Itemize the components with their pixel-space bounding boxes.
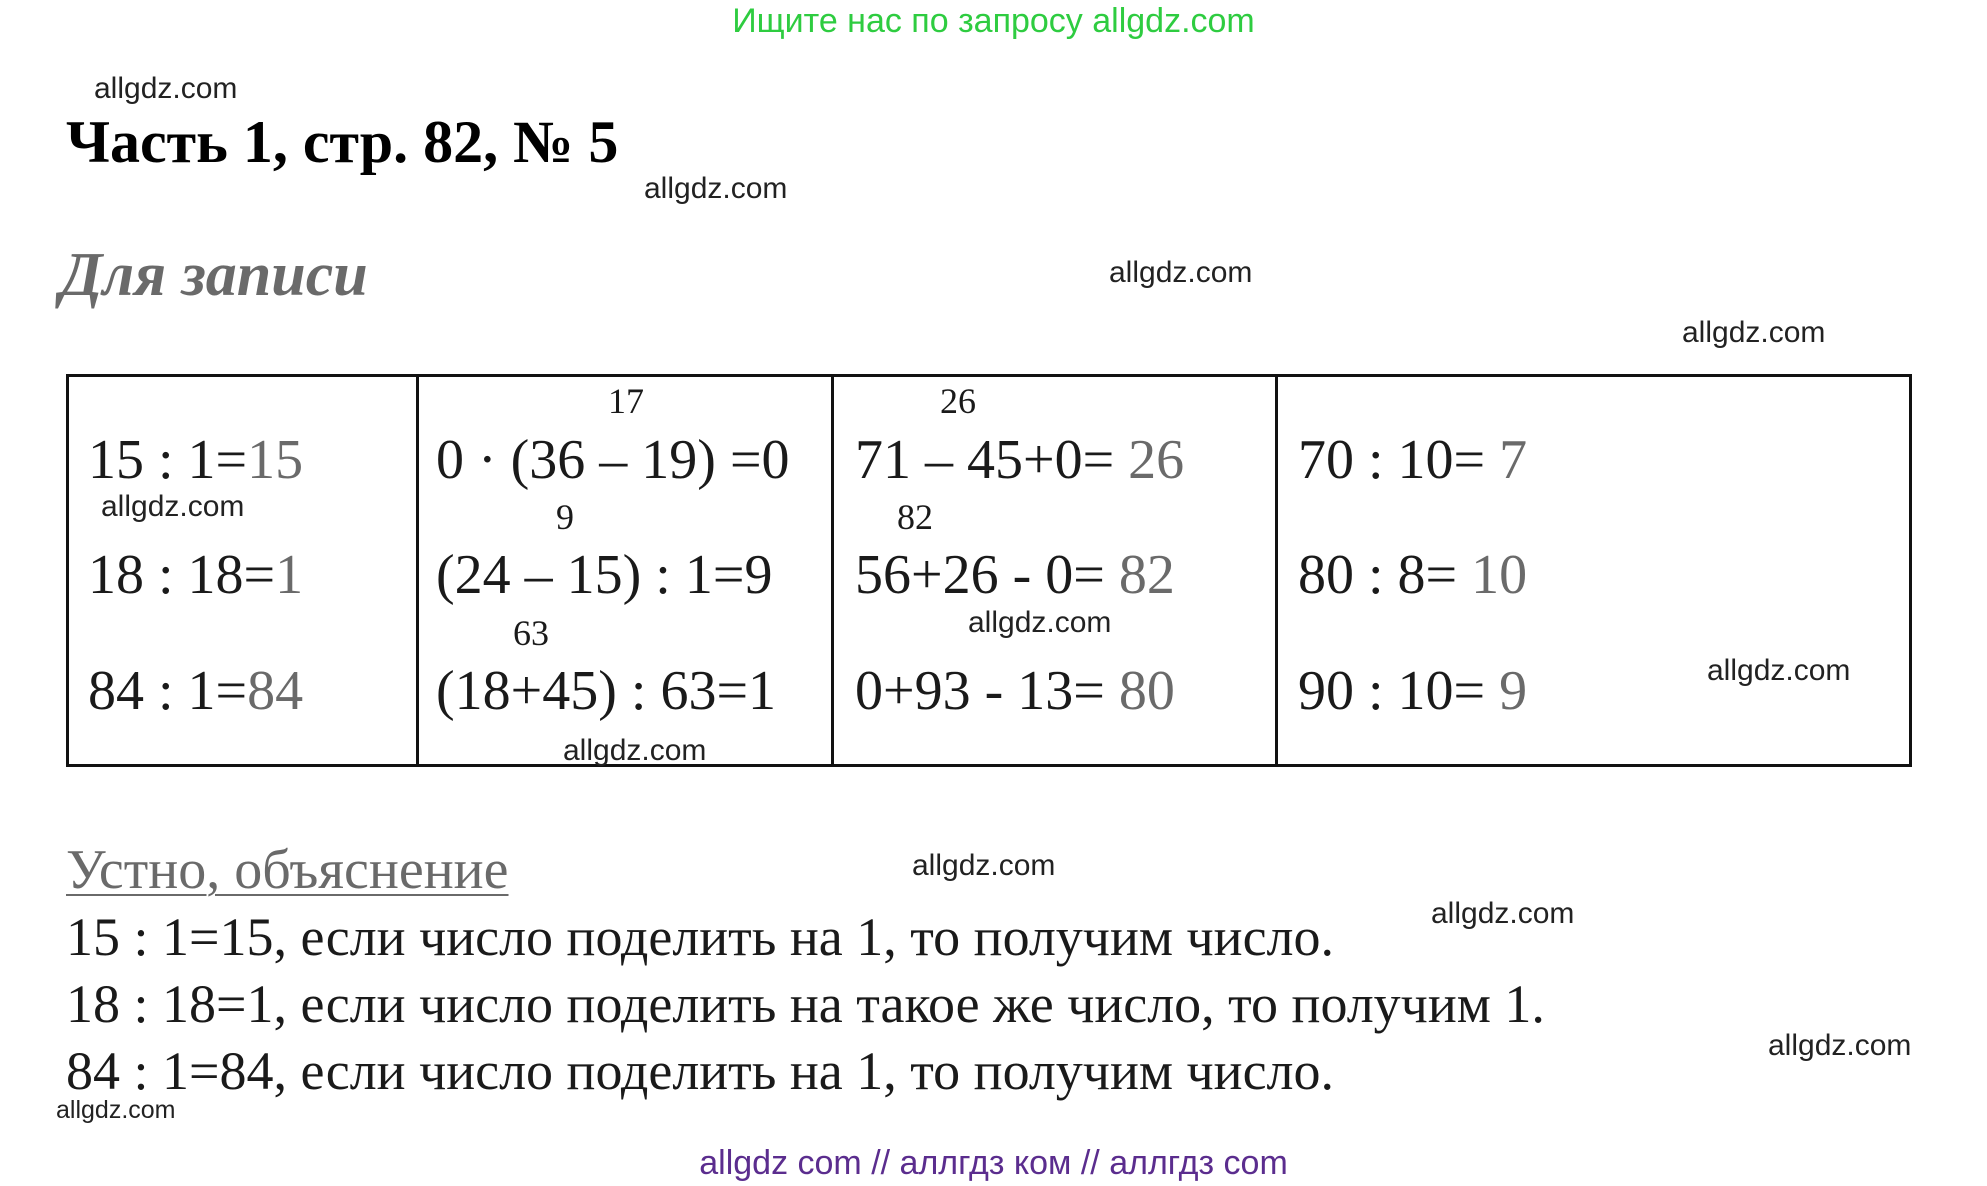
- table-cell: (24 – 15) : 1=9: [436, 544, 773, 606]
- table-divider: [1275, 374, 1278, 767]
- table-cell: (18+45) : 63=1: [436, 660, 777, 722]
- table-cell: 70 : 10= 7: [1298, 429, 1528, 491]
- watermark: allgdz.com: [56, 1096, 176, 1124]
- intermediate-result: 9: [556, 497, 574, 537]
- table-cell: 56+26 - 0= 82: [855, 544, 1175, 606]
- watermark: allgdz.com: [1109, 256, 1253, 289]
- table-divider: [831, 374, 834, 767]
- watermark: allgdz.com: [912, 849, 1056, 882]
- table-cell: 15 : 1=15: [88, 429, 304, 491]
- watermark: allgdz.com: [644, 172, 788, 205]
- table-cell: 90 : 10= 9: [1298, 660, 1528, 722]
- intermediate-result: 17: [608, 381, 644, 421]
- watermark: allgdz.com: [968, 606, 1112, 639]
- page-title: Часть 1, стр. 82, № 5: [66, 109, 619, 175]
- watermark: allgdz.com: [94, 72, 238, 105]
- watermark: allgdz.com: [563, 734, 707, 767]
- intermediate-result: 63: [513, 613, 549, 653]
- table-cell: 0+93 - 13= 80: [855, 660, 1175, 722]
- top-banner: Ищите нас по запросу allgdz.com: [732, 2, 1255, 40]
- intermediate-result: 26: [940, 381, 976, 421]
- table-cell: 80 : 8= 10: [1298, 544, 1528, 606]
- watermark: allgdz.com: [1431, 897, 1575, 930]
- explanation-line: 15 : 1=15, если число поделить на 1, то получим число.: [66, 907, 1334, 967]
- watermark: allgdz.com: [1707, 654, 1851, 687]
- watermark: allgdz.com: [101, 490, 245, 523]
- table-cell: 0 · (36 – 19) =0: [436, 429, 790, 491]
- section-heading-record: Для записи: [60, 241, 368, 309]
- explanation-line: 84 : 1=84, если число поделить на 1, то получим число.: [66, 1041, 1334, 1101]
- watermark: allgdz.com: [1682, 316, 1826, 349]
- footer-links: allgdz com // аллгдз ком // аллгдз com: [699, 1144, 1288, 1182]
- table-divider: [416, 374, 419, 767]
- table-cell: 18 : 18=1: [88, 544, 304, 606]
- table-cell: 71 – 45+0= 26: [855, 429, 1185, 491]
- intermediate-result: 82: [897, 497, 933, 537]
- watermark: allgdz.com: [1768, 1029, 1912, 1062]
- explanation-line: 18 : 18=1, если число поделить на такое же число, то получим 1.: [66, 974, 1545, 1034]
- table-cell: 84 : 1=84: [88, 660, 304, 722]
- section-heading-oral: Устно, объяснение: [66, 839, 509, 901]
